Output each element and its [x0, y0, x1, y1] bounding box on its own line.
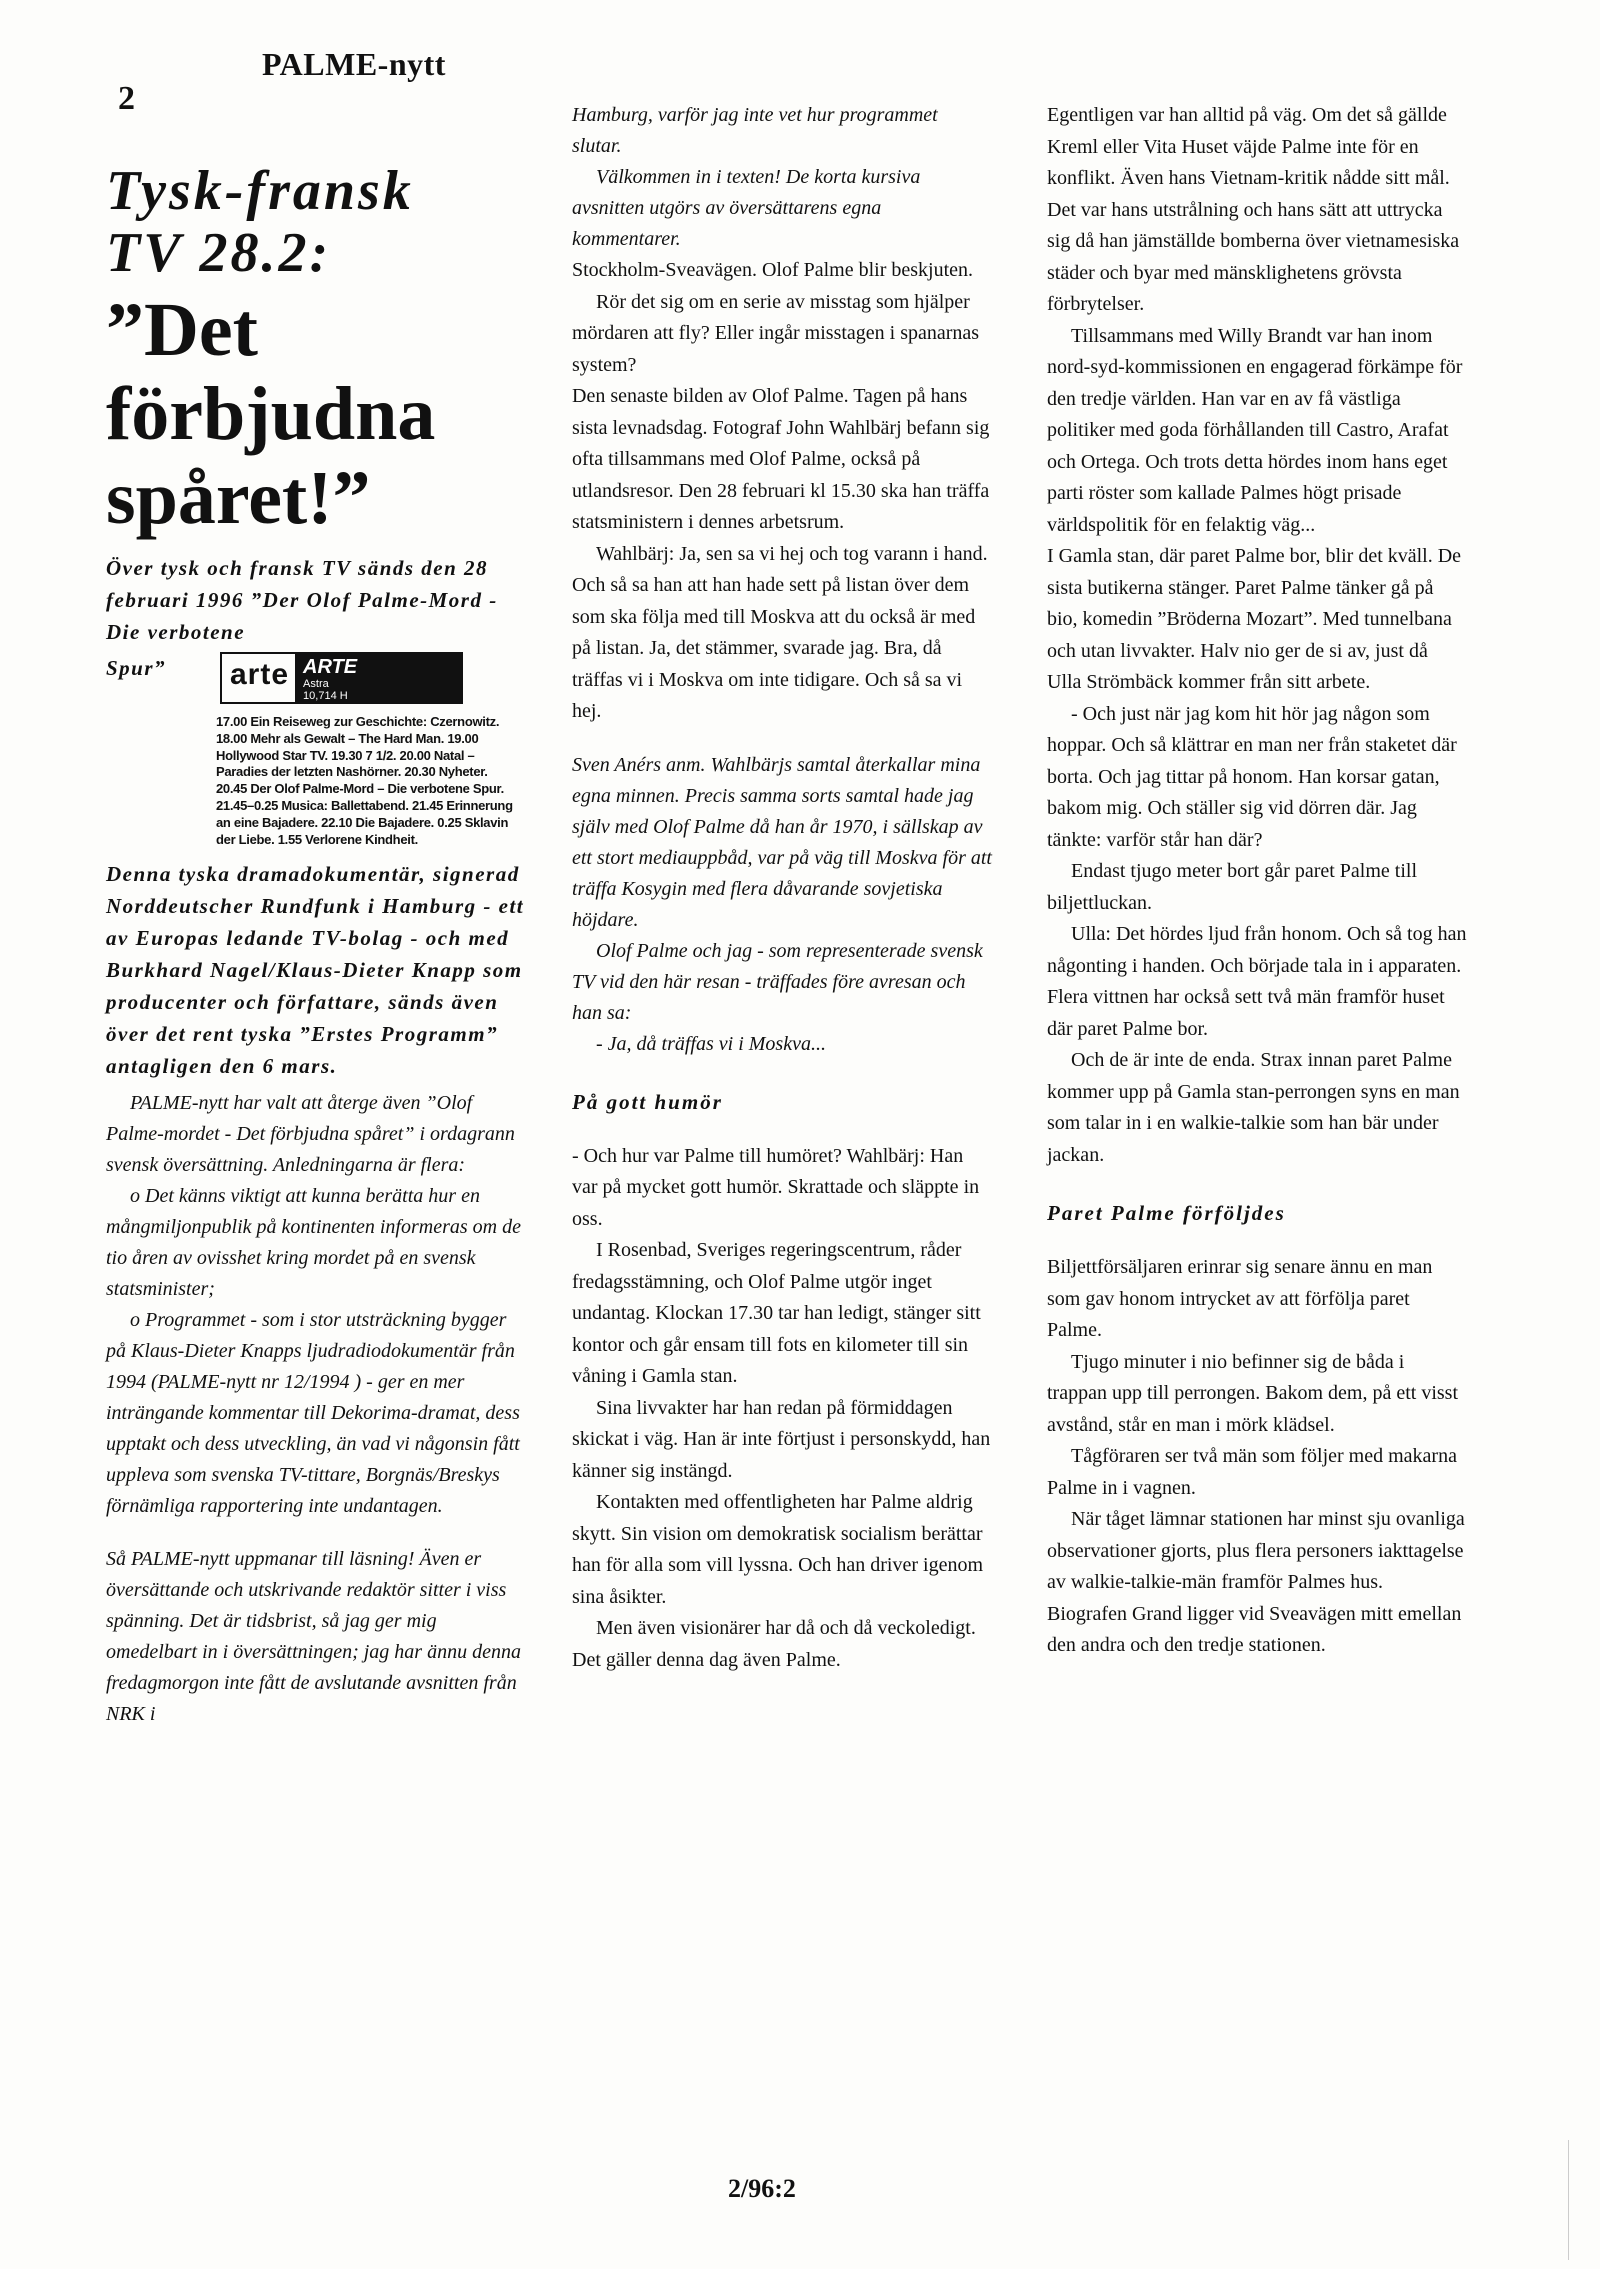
paragraph: När tåget lämnar stationen har minst sju ovanliga observationer gjorts, plus flera personers iakttagelse av walkie-talkie-män framför Palmes hus.: [1047, 1508, 1465, 1593]
paragraph: Tillsammans med Willy Brandt var han inom nord-syd-kommissionen en engagerad förkämpe för den tredje världen. Han var en av få västliga politiker med goda förhållanden till Castro, Arafat och Ortega. Och trots detta hördes inom hans eget parti röster som kallade Palmes högt prisade världspolitik för en felaktig väg...: [1047, 324, 1463, 536]
paragraph: - Och hur var Palme till humöret? Wahlbärj: Han var på mycket gott humör. Skrattade och släppte in oss.: [572, 1144, 980, 1230]
paragraph: Egentligen var han alltid på väg. Om det så gällde Kreml eller Vita Huset väjde Palme inte för en konflikt. Även hans Vietnam-kritik nådde sitt mål. Det var hans utstrålning och hans sätt att uttrycka sig då han jämställde bomberna över vietnamesiska städer och byar med mänsklighetens grövsta förbrytelser.: [1047, 104, 1460, 315]
reason-1: o Det känns viktigt att kunna berätta hur en mångmiljonpublik på kontinenten informeras om de tio åren av ovisshet kring mordet på en svensk statsminister;: [106, 1185, 521, 1301]
arte-logo: arte: [230, 658, 290, 691]
kicker-line-2: TV 28.2:: [106, 222, 332, 284]
column-2: [572, 100, 992, 1676]
paragraph: Stockholm-Sveavägen. Olof Palme blir beskjuten.: [572, 259, 974, 281]
paragraph: Och de är inte de enda. Strax innan paret Palme kommer upp på Gamla stan-perrongen syns en man som talar in i en walkie-talkie som han bär under jackan.: [1047, 1049, 1460, 1166]
paragraph: Wahlbärj: Ja, sen sa vi hej och tog varann i hand. Och så sa han att han hade sett på listan över dem som ska följa med till Moskva att du också är med på listan. Ja, det stämmer, svarade jag. Bra, då träffas vi i Moskva om inte tidigare. Och så sa vi hej.: [572, 542, 988, 722]
paragraph: Biljettförsäljaren erinrar sig senare ännu en man som gav honom intrycket av att förfölja paret Palme.: [1047, 1256, 1433, 1341]
intro-paragraph: PALME-nytt har valt att återge även ”Olof Palme-mordet - Det förbjudna spåret” i ordagrann svensk översättning. Anledningarna är flera:: [106, 1092, 515, 1177]
arte-sub-1: Astra: [303, 678, 329, 690]
closing-note: Så PALME-nytt uppmanar till läsning! Även er översättande och utskrivande redaktör sitter i viss spänning. Det är tidsbrist, så jag ger mig omedelbart in i översättningen; jag har ännu denna fredagmorgon inte fått de avslutande avsnitten från NRK i: [106, 1548, 521, 1726]
translator-comment: Olof Palme och jag - som representerade svensk TV vid den här resan - träffades före avresan och han sa:: [572, 939, 983, 1024]
tv-schedule: 17.00 Ein Reiseweg zur Geschichte: Czernowitz. 18.00 Mehr als Gewalt – The Hard Man. 19.00 Hollywood Star TV. 19.30 7 1/2. 20.00 Natal – Paradies der letzten Nashörner. 20.30 Nyheter. 20.45 Der Olof Palme-Mord – Die verbotene Spur. 21.45–0.25 Musica: Ballettabend. 21.45 Erinnerung an eine Bajadere. 22.10 Die Bajadere. 0.25 Sklavin der Liebe. 1.55 Verlorene Kindheit.: [216, 714, 513, 847]
translator-comment: - Ja, då träffas vi i Moskva...: [596, 1032, 826, 1055]
kicker-line-1: Tysk-fransk: [106, 160, 414, 222]
deck: Över tysk och fransk TV sänds den 28 februari 1996 ”Der Olof Palme-Mord - Die verbotene: [106, 556, 498, 644]
paragraph: I Gamla stan, där paret Palme bor, blir det kväll. De sista butikerna stänger. Paret Palme tänker gå på bio, komedin ”Bröderna Mozart”. Med tunnelbana och utan livvakter. Halv nio ger de si av, just då Ulla Strömbäck kommer från sitt arbete.: [1047, 545, 1462, 693]
tv-listing-row: [106, 652, 526, 704]
headline-line-3: spåret!”: [106, 456, 371, 540]
column-1: [106, 160, 526, 1730]
paragraph: Den senaste bilden av Olof Palme. Tagen på hans sista levnadsdag. Fotograf John Wahlbärj befann sig ofta tillsammans med Olof Palme, också på utlandsresor. Den 28 februari kl 15.30 ska han träffa statsministern i dennes arbetsrum.: [572, 385, 990, 533]
paragraph: Ulla: Det hördes ljud från honom. Och så tog han någonting i handen. Och började tala in i apparaten.: [1047, 923, 1467, 977]
translator-note-2: Välkommen in i texten! De korta kursiva avsnitten utgörs av översättarens egna kommentarer.: [572, 166, 921, 250]
paragraph: I Rosenbad, Sveriges regeringscentrum, råder fredagsstämning, och Olof Palme utgör inget undantag. Klockan 17.30 tar han ledigt, stänger sitt kontor och går ensam till fots en kilometer till sin våning i Gamla stan.: [572, 1239, 981, 1387]
headline: [106, 288, 526, 540]
paragraph: Flera vittnen har också sett två män framför huset där paret Palme bor.: [1047, 986, 1445, 1040]
headline-line-1: ”Det: [106, 288, 258, 372]
subheading-forfoljdes: Paret Palme förföljdes: [1047, 1201, 1286, 1225]
paragraph: - Och just när jag kom hit hör jag någon som hoppar. Och så klättrar en man ner från staketet där borta. Och jag tittar på honom. Han korsar gatan, bakom mig. Och ställer sig vid dörren där. Jag tänkte: varför står han där?: [1047, 702, 1457, 851]
paragraph: Rör det sig om en serie av misstag som hjälper mördaren att fly? Eller ingår misstagen i spanarnas system?: [572, 290, 980, 376]
translator-note-1: Hamburg, varför jag inte vet hur programmet slutar.: [572, 104, 938, 157]
paragraph: Tågföraren ser två män som följer med makarna Palme in i vagnen.: [1047, 1445, 1457, 1499]
page-number: 2: [118, 80, 135, 117]
subheading-gott-humor: På gott humör: [572, 1089, 723, 1114]
issue-footer: 2/96:2: [728, 2174, 796, 2203]
deck-tail: Spur”: [106, 656, 167, 680]
arte-channel-box: [220, 652, 463, 704]
margin-mark: [1568, 2140, 1569, 2260]
lead-paragraph: Denna tyska dramadokumentär, signerad Norddeutscher Rundfunk i Hamburg - ett av Europas ledande TV-bolag - och med Burkhard Nagel/Klaus-Dieter Knapp som producenter och författare, sänds även över det rent tyska ”Erstes Programm” antagligen den 6 mars.: [106, 862, 525, 1079]
paragraph: Biografen Grand ligger vid Sveavägen mitt emellan den andra och den tredje stationen.: [1047, 1602, 1462, 1656]
arte-sub-2: 10,714 H: [303, 690, 348, 702]
paragraph: Kontakten med offentligheten har Palme aldrig skytt. Sin vision om demokratisk socialism berättar han för alla som vill lyssna. Och han driver igenom sina åsikter.: [572, 1491, 984, 1608]
headline-line-2: förbjudna: [106, 372, 436, 456]
paragraph: Tjugo minuter i nio befinner sig de båda i trappan upp till perrongen. Bakom dem, på ett visst avstånd, står en man i mörk klädsel.: [1047, 1350, 1459, 1436]
reason-2: o Programmet - som i stor utsträckning bygger på Klaus-Dieter Knapps ljudradiodokumentär från 1994 (PALME-nytt nr 12/1994 ) - ger en mer inträngande kommentar till Dekorima-dramat, dess upptakt och dess utveckling, än vad vi någonsin fått uppleva som svenska TV-tittare, Borgnäs/Breskys förnämliga rapportering inte undantagen.: [106, 1309, 520, 1518]
arte-title: ARTE: [303, 656, 358, 678]
translator-comment: Sven Anérs anm. Wahlbärjs samtal återkallar mina egna minnen. Precis samma sorts samtal hade jag själv med Olof Palme då han år 1970, i sällskap av ett stort mediauppbåd, var på väg till Moskva för att träffa Kosygin med flera dåvarande sovjetiska höjdare.: [572, 753, 992, 931]
paragraph: Men även visionärer har då och då veckoledigt. Det gäller denna dag även Palme.: [572, 1617, 976, 1671]
masthead: PALME-nytt: [262, 46, 446, 82]
paragraph: Endast tjugo meter bort går paret Palme till biljettluckan.: [1047, 860, 1418, 914]
column-3: [1047, 100, 1467, 1662]
paragraph: Sina livvakter har han redan på förmiddagen skickat i väg. Han är inte förtjust i personskydd, han känner sig instängd.: [572, 1396, 991, 1482]
arte-info: [295, 654, 461, 702]
